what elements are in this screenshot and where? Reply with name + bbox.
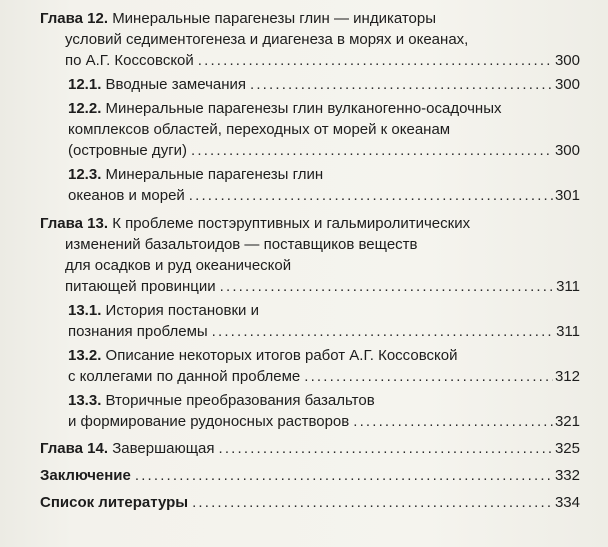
dot-leader xyxy=(220,276,554,297)
toc-page-number: 311 xyxy=(556,278,580,295)
toc-entry-line xyxy=(68,345,580,366)
toc-entry-label: 13.2. xyxy=(68,347,102,364)
toc-page-number: 325 xyxy=(554,440,580,457)
toc-entry-section-13-3[interactable] xyxy=(40,390,580,432)
toc-entry-text: Минеральные парагенезы глин вулканогенно-осадочных xyxy=(105,100,502,117)
toc-entry-label: 12.2. xyxy=(68,100,102,117)
dot-leader xyxy=(219,438,553,459)
toc-entry-line xyxy=(40,492,580,513)
toc-entry-line: комплексов областей, переходных от морей к океанам xyxy=(68,121,451,138)
toc-page-number: 300 xyxy=(554,76,580,93)
toc-entry-text: Вводные замечания xyxy=(105,76,247,93)
toc-entry-line xyxy=(68,74,580,95)
toc-entry-label: Заключение xyxy=(40,467,131,484)
dot-leader xyxy=(250,74,553,95)
toc-entry-text: Описание некоторых итогов работ А.Г. Коссовской xyxy=(105,347,458,364)
toc-entry-line xyxy=(65,276,580,297)
toc-page-number: 332 xyxy=(554,467,580,484)
toc-page-number: 321 xyxy=(554,413,580,430)
toc-entry-line xyxy=(68,366,580,387)
toc-page-number: 300 xyxy=(554,142,580,159)
dot-leader xyxy=(353,411,553,432)
toc-entry-text: (островные дуги) xyxy=(68,142,188,159)
toc-entry-line xyxy=(68,140,580,161)
dot-leader xyxy=(198,50,553,71)
toc-entry-section-13-2[interactable] xyxy=(40,345,580,387)
toc-entry-section-12-3[interactable] xyxy=(40,164,580,206)
toc-entry-line xyxy=(40,438,580,459)
toc-entry-text: по А.Г. Коссовской xyxy=(65,52,194,69)
toc-entry-references[interactable] xyxy=(40,492,580,513)
toc-entry-text: Минеральные парагенезы глин xyxy=(105,166,324,183)
toc-entry-text: История постановки и xyxy=(105,302,259,319)
toc-entry-chapter-14[interactable] xyxy=(40,438,580,459)
toc-entry-text: Минеральные парагенезы глин — индикаторы xyxy=(112,10,437,27)
toc-page-number: 334 xyxy=(554,494,580,511)
toc-page-number: 311 xyxy=(556,323,580,340)
toc-page-number: 312 xyxy=(554,368,580,385)
dot-leader xyxy=(192,492,553,513)
toc-entry-line xyxy=(68,321,580,342)
toc-entry-label: Глава 14. xyxy=(40,440,109,457)
toc-entry-conclusion[interactable] xyxy=(40,465,580,486)
dot-leader xyxy=(135,465,553,486)
toc-entry-line xyxy=(68,411,580,432)
toc-entry-section-12-1[interactable] xyxy=(40,74,580,95)
toc-entry-line: изменений базальтоидов — поставщиков веществ xyxy=(65,236,418,253)
dot-leader xyxy=(191,140,553,161)
toc-entry-section-12-2[interactable] xyxy=(40,98,580,161)
table-of-contents xyxy=(40,8,580,513)
toc-entry-text: Вторичные преобразования базальтов xyxy=(105,392,375,409)
toc-entry-line xyxy=(68,98,580,119)
toc-entry-text: и формирование рудоносных растворов xyxy=(68,413,350,430)
dot-leader xyxy=(189,185,553,206)
toc-entry-line xyxy=(40,213,580,234)
toc-entry-text: Завершающая xyxy=(112,440,215,457)
toc-entry-text: познания проблемы xyxy=(68,323,208,340)
toc-entry-line: для осадков и руд океанической xyxy=(65,257,292,274)
toc-entry-label: 13.3. xyxy=(68,392,102,409)
dot-leader xyxy=(304,366,553,387)
toc-entry-chapter-12[interactable] xyxy=(40,8,580,71)
toc-entry-line xyxy=(68,164,580,185)
toc-entry-line: условий седиментогенеза и диагенеза в морях и океанах, xyxy=(65,31,469,48)
toc-entry-line xyxy=(65,50,580,71)
toc-entry-text: с коллегами по данной проблеме xyxy=(68,368,301,385)
toc-page-number: 301 xyxy=(554,187,580,204)
toc-entry-line xyxy=(68,390,580,411)
toc-entry-text: океанов и морей xyxy=(68,187,185,204)
toc-entry-text: К проблеме постэруптивных и гальмиролитических xyxy=(112,215,471,232)
toc-entry-line xyxy=(40,8,580,29)
toc-entry-label: 13.1. xyxy=(68,302,102,319)
toc-entry-label: Глава 12. xyxy=(40,10,109,27)
toc-entry-line xyxy=(40,465,580,486)
toc-entry-text: питающей провинции xyxy=(65,278,216,295)
toc-entry-label: Глава 13. xyxy=(40,215,109,232)
toc-entry-section-13-1[interactable] xyxy=(40,300,580,342)
dot-leader xyxy=(212,321,554,342)
toc-page-number: 300 xyxy=(554,52,580,69)
toc-entry-line xyxy=(68,300,580,321)
toc-entry-chapter-13[interactable] xyxy=(40,213,580,297)
toc-entry-line xyxy=(68,185,580,206)
toc-entry-label: Список литературы xyxy=(40,494,189,511)
toc-entry-label: 12.1. xyxy=(68,76,102,93)
toc-entry-label: 12.3. xyxy=(68,166,102,183)
